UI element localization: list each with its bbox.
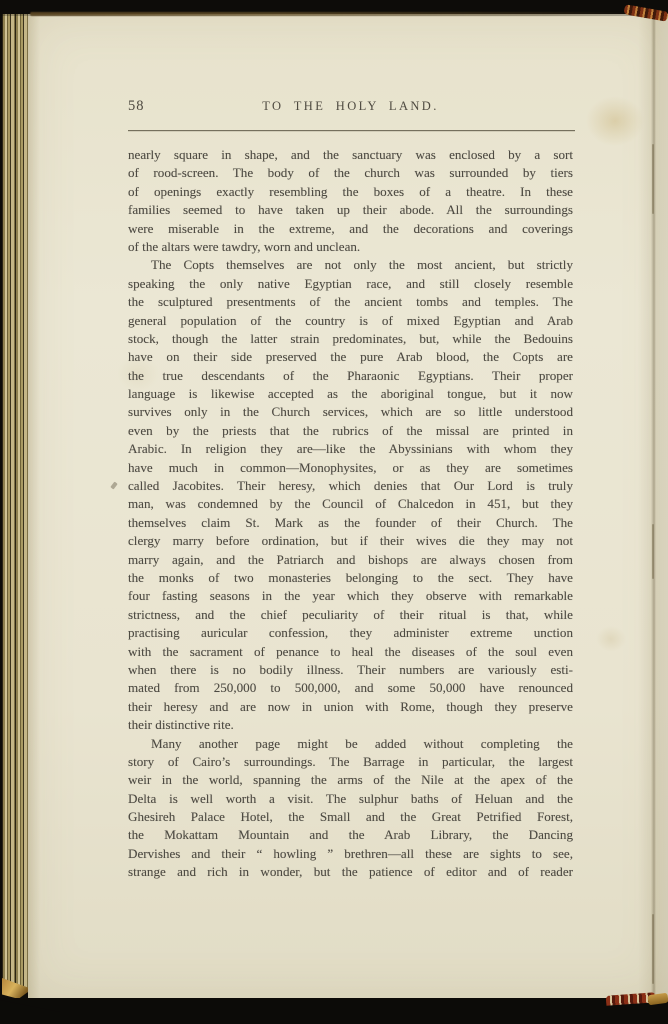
- text-line: their distinctive rite.: [128, 717, 234, 733]
- page-body-text: [128, 146, 573, 882]
- text-line: marry again, and the Patriarch and bishops are always chosen from: [128, 551, 573, 567]
- book-page-edges: [2, 14, 29, 992]
- background-bottom-strip: [0, 998, 668, 1024]
- ink-fleck: [110, 482, 117, 490]
- text-line: nearly square in shape, and the sanctuary was enclosed by a sort: [128, 147, 573, 162]
- paper-stain: [586, 96, 644, 146]
- header-rule: [128, 130, 575, 131]
- text-line: Ghesireh Palace Hotel, the Small and the Great Petrified Forest,: [128, 809, 573, 825]
- text-line: clergy marry before ordination, but if their wives die they may not: [128, 533, 573, 549]
- text-line: Arabic. In religion they are—like the Abyssinians with whom they: [128, 441, 573, 457]
- text-line: themselves claim St. Mark as the founder of their Church. The: [128, 514, 573, 530]
- text-line: four fasting seasons in the year which they observe with remarkable: [128, 588, 573, 604]
- paragraph: [128, 735, 573, 882]
- paper-stain-small: [596, 626, 626, 652]
- book-page: [28, 14, 668, 998]
- gutter-crease-mark: [652, 144, 654, 214]
- text-line: with the sacrament of penance to heal the diseases of the soul even: [128, 643, 573, 659]
- text-line: called Jacobites. Their heresy, which denies that Our Lord is truly: [128, 478, 573, 494]
- text-line: of rood-screen. The body of the church was surrounded by tiers: [128, 165, 573, 181]
- text-line: man, was condemned by the Council of Chalcedon in 451, but they: [128, 496, 573, 512]
- text-line: even by the priests that the rubrics of the missal are printed in: [128, 422, 573, 438]
- text-line: the true descendants of the Pharaonic Egyptians. Their proper: [128, 367, 573, 383]
- paragraph: [128, 146, 573, 256]
- text-line: of the altars were tawdry, worn and unclean.: [128, 238, 361, 254]
- text-line: language is likewise accepted as the aboriginal tongue, but it now: [128, 386, 573, 402]
- text-line: their heresy and are now in union with Rome, though they preserve: [128, 698, 573, 714]
- text-line: were miserable in the extreme, and the decorations and coverings: [128, 220, 573, 236]
- text-line: the Mokattam Mountain and the Arab Library, the Dancing: [128, 827, 573, 843]
- gutter-crease-mark: [652, 524, 654, 579]
- text-line: have on their side preserved the pure Arab blood, the Copts are: [128, 349, 573, 365]
- page-header: [128, 98, 573, 118]
- page-top-edge-shadow: [30, 12, 636, 16]
- page-number: 58: [128, 98, 145, 114]
- text-line: when there is no bodily illness. Their numbers are variously esti-: [128, 661, 573, 677]
- running-header: TO THE HOLY LAND.: [262, 99, 439, 113]
- text-line: stock, though the latter strain predominates, but, while the Bedouins: [128, 330, 573, 346]
- text-line: survives only in the Church services, which are so little understood: [128, 404, 573, 420]
- gutter-crease-mark: [652, 914, 654, 984]
- text-line: general population of the country is of mixed Egyptian and Arab: [128, 312, 573, 328]
- text-line: have much in common—Monophysites, or as they are sometimes: [128, 459, 573, 475]
- text-line: Dervishes and their “ howling ” brethren—all these are sights to see,: [128, 845, 573, 861]
- text-line: speaking the only native Egyptian race, and still closely resemble: [128, 275, 573, 291]
- paragraph: [128, 256, 573, 734]
- text-line: the monks of two monasteries belonging to the sect. They have: [128, 569, 573, 585]
- text-line: strictness, and the chief peculiarity of their ritual is that, while: [128, 606, 573, 622]
- text-line: practising auricular confession, they administer extreme unction: [128, 625, 573, 641]
- text-line: the sculptured presentments of the ancient tombs and temples. The: [128, 294, 573, 310]
- text-line: Delta is well worth a visit. The sulphur baths of Heluan and the: [128, 790, 573, 806]
- text-line: strange and rich in wonder, but the patience of editor and of reader: [128, 864, 573, 880]
- text-line: families seemed to have taken up their abode. All the surroundings: [128, 202, 573, 218]
- text-line: weir in the world, spanning the arms of the Nile at the apex of the: [128, 772, 573, 788]
- text-line: of openings exactly resembling the boxes of a theatre. In these: [128, 183, 573, 199]
- text-line: Many another page might be added without completing the: [151, 735, 573, 751]
- text-line: mated from 250,000 to 500,000, and some 50,000 have renounced: [128, 680, 573, 696]
- text-line: story of Cairo’s surroundings. The Barrage in particular, the largest: [128, 753, 573, 769]
- text-line: The Copts themselves are not only the most ancient, but strictly: [151, 257, 573, 273]
